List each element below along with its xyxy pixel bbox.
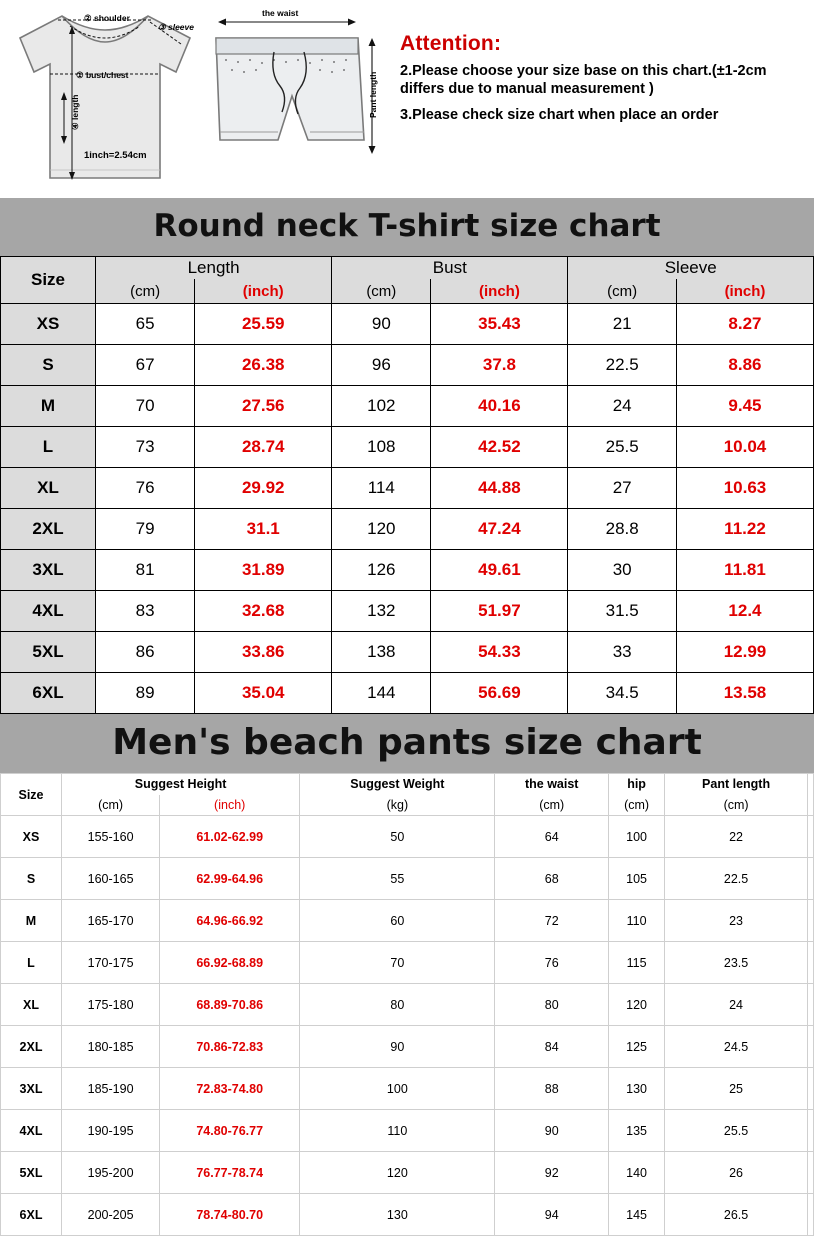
shirt-unit-bust-inch: (inch) bbox=[431, 279, 568, 304]
cell-spacer bbox=[807, 858, 813, 900]
pants-unit-waist-cm: (cm) bbox=[495, 795, 608, 816]
cell: 23 bbox=[665, 900, 808, 942]
cell: 31.5 bbox=[568, 591, 677, 632]
cell: 62.99-64.96 bbox=[160, 858, 300, 900]
pants-size-l: L bbox=[1, 942, 62, 984]
cell: 110 bbox=[300, 1110, 495, 1152]
cell: 24 bbox=[568, 386, 677, 427]
shirt-unit-sleeve-cm: (cm) bbox=[568, 279, 677, 304]
cell: 70 bbox=[300, 942, 495, 984]
cell: 125 bbox=[608, 1026, 664, 1068]
cell: 79 bbox=[96, 509, 195, 550]
cell: 8.27 bbox=[676, 304, 813, 345]
cell: 34.5 bbox=[568, 673, 677, 714]
pants-unit-length-cm: (cm) bbox=[665, 795, 808, 816]
cell: 89 bbox=[96, 673, 195, 714]
table-row bbox=[1, 1026, 814, 1068]
cell-spacer bbox=[807, 942, 813, 984]
cell: 68.89-70.86 bbox=[160, 984, 300, 1026]
cell: 9.45 bbox=[676, 386, 813, 427]
cell: 110 bbox=[608, 900, 664, 942]
attention-title: Attention: bbox=[400, 32, 502, 55]
table-row bbox=[1, 591, 814, 632]
cell-spacer bbox=[807, 1152, 813, 1194]
table-row bbox=[1, 1110, 814, 1152]
cell-spacer bbox=[807, 900, 813, 942]
cell: 12.99 bbox=[676, 632, 813, 673]
pants-unit-height-cm: (cm) bbox=[62, 795, 160, 816]
pants-size-2xl: 2XL bbox=[1, 1026, 62, 1068]
cell: 32.68 bbox=[195, 591, 332, 632]
table-row bbox=[1, 1152, 814, 1194]
cell: 56.69 bbox=[431, 673, 568, 714]
cell: 8.86 bbox=[676, 345, 813, 386]
cell: 76.77-78.74 bbox=[160, 1152, 300, 1194]
cell: 25.5 bbox=[568, 427, 677, 468]
cell-spacer bbox=[807, 984, 813, 1026]
cell: 12.4 bbox=[676, 591, 813, 632]
pants-unit-row bbox=[1, 795, 814, 816]
pants-header-pant-length: Pant length bbox=[665, 774, 808, 795]
cell: 50 bbox=[300, 816, 495, 858]
shirt-size-2xl: 2XL bbox=[1, 509, 96, 550]
cell: 138 bbox=[332, 632, 431, 673]
cell: 28.8 bbox=[568, 509, 677, 550]
pants-size-6xl: 6XL bbox=[1, 1194, 62, 1236]
cell: 81 bbox=[96, 550, 195, 591]
shirt-size-5xl: 5XL bbox=[1, 632, 96, 673]
shirt-size-l: L bbox=[1, 427, 96, 468]
diagram-and-attention-area bbox=[0, 0, 814, 198]
pants-size-s: S bbox=[1, 858, 62, 900]
table-row bbox=[1, 673, 814, 714]
cell: 105 bbox=[608, 858, 664, 900]
pants-chart-title-band bbox=[0, 714, 814, 773]
pants-unit-height-inch: (inch) bbox=[160, 795, 300, 816]
cell: 23.5 bbox=[665, 942, 808, 984]
cell: 27.56 bbox=[195, 386, 332, 427]
cell: 47.24 bbox=[431, 509, 568, 550]
cell: 114 bbox=[332, 468, 431, 509]
pants-size-m: M bbox=[1, 900, 62, 942]
cell-spacer bbox=[807, 1068, 813, 1110]
pants-header-size: Size bbox=[1, 774, 62, 816]
table-row bbox=[1, 304, 814, 345]
cell: 35.04 bbox=[195, 673, 332, 714]
cell: 25.59 bbox=[195, 304, 332, 345]
pants-label-waist: the waist bbox=[262, 8, 299, 18]
cell: 26.38 bbox=[195, 345, 332, 386]
table-row bbox=[1, 468, 814, 509]
cell: 170-175 bbox=[62, 942, 160, 984]
pants-header-spacer bbox=[807, 774, 813, 816]
cell: 92 bbox=[495, 1152, 608, 1194]
cell: 31.89 bbox=[195, 550, 332, 591]
cell: 26 bbox=[665, 1152, 808, 1194]
table-row bbox=[1, 900, 814, 942]
cell: 200-205 bbox=[62, 1194, 160, 1236]
cell: 61.02-62.99 bbox=[160, 816, 300, 858]
cell: 78.74-80.70 bbox=[160, 1194, 300, 1236]
cell: 24 bbox=[665, 984, 808, 1026]
cell: 31.1 bbox=[195, 509, 332, 550]
shirt-header-bust: Bust bbox=[332, 257, 568, 280]
cell: 35.43 bbox=[431, 304, 568, 345]
shirt-unit-sleeve-inch: (inch) bbox=[676, 279, 813, 304]
pants-size-xs: XS bbox=[1, 816, 62, 858]
table-row bbox=[1, 427, 814, 468]
table-row bbox=[1, 509, 814, 550]
cell: 26.5 bbox=[665, 1194, 808, 1236]
cell: 90 bbox=[332, 304, 431, 345]
table-row bbox=[1, 816, 814, 858]
pants-header-hip: hip bbox=[608, 774, 664, 795]
pants-size-4xl: 4XL bbox=[1, 1110, 62, 1152]
cell: 72 bbox=[495, 900, 608, 942]
cell: 94 bbox=[495, 1194, 608, 1236]
cell: 11.81 bbox=[676, 550, 813, 591]
cell: 135 bbox=[608, 1110, 664, 1152]
cell: 33 bbox=[568, 632, 677, 673]
cell: 180-185 bbox=[62, 1026, 160, 1068]
cell: 120 bbox=[332, 509, 431, 550]
tee-label-conversion: 1inch=2.54cm bbox=[84, 150, 147, 161]
cell: 72.83-74.80 bbox=[160, 1068, 300, 1110]
cell: 96 bbox=[332, 345, 431, 386]
table-row bbox=[1, 858, 814, 900]
tee-label-sleeve: ③ sleeve bbox=[158, 22, 194, 32]
shirt-unit-bust-cm: (cm) bbox=[332, 279, 431, 304]
cell: 33.86 bbox=[195, 632, 332, 673]
table-row bbox=[1, 386, 814, 427]
cell: 55 bbox=[300, 858, 495, 900]
table-row bbox=[1, 345, 814, 386]
cell: 126 bbox=[332, 550, 431, 591]
cell: 80 bbox=[495, 984, 608, 1026]
shirt-size-3xl: 3XL bbox=[1, 550, 96, 591]
shirt-header-length: Length bbox=[96, 257, 332, 280]
tshirt-size-table bbox=[0, 256, 814, 714]
cell: 90 bbox=[300, 1026, 495, 1068]
shirt-header-sleeve: Sleeve bbox=[568, 257, 814, 280]
cell: 190-195 bbox=[62, 1110, 160, 1152]
shirt-size-s: S bbox=[1, 345, 96, 386]
shirt-header-size: Size bbox=[1, 257, 96, 304]
cell: 64 bbox=[495, 816, 608, 858]
cell: 65 bbox=[96, 304, 195, 345]
cell: 10.63 bbox=[676, 468, 813, 509]
cell: 73 bbox=[96, 427, 195, 468]
cell: 115 bbox=[608, 942, 664, 984]
cell: 27 bbox=[568, 468, 677, 509]
cell: 76 bbox=[495, 942, 608, 984]
cell: 100 bbox=[608, 816, 664, 858]
cell: 90 bbox=[495, 1110, 608, 1152]
cell: 11.22 bbox=[676, 509, 813, 550]
pants-header-waist: the waist bbox=[495, 774, 608, 795]
attention-block bbox=[390, 0, 800, 132]
table-row bbox=[1, 1194, 814, 1236]
shirt-unit-length-cm: (cm) bbox=[96, 279, 195, 304]
cell: 67 bbox=[96, 345, 195, 386]
shirt-size-6xl: 6XL bbox=[1, 673, 96, 714]
pants-unit-weight-kg: (kg) bbox=[300, 795, 495, 816]
table-row bbox=[1, 550, 814, 591]
cell: 80 bbox=[300, 984, 495, 1026]
pants-unit-hip-cm: (cm) bbox=[608, 795, 664, 816]
cell: 42.52 bbox=[431, 427, 568, 468]
cell-spacer bbox=[807, 1026, 813, 1068]
pants-chart-title: Men's beach pants size chart bbox=[112, 722, 702, 763]
cell: 66.92-68.89 bbox=[160, 942, 300, 984]
cell: 145 bbox=[608, 1194, 664, 1236]
cell: 10.04 bbox=[676, 427, 813, 468]
shirt-size-m: M bbox=[1, 386, 96, 427]
cell: 64.96-66.92 bbox=[160, 900, 300, 942]
cell: 29.92 bbox=[195, 468, 332, 509]
tee-label-bust: ① bust/chest bbox=[76, 70, 129, 80]
cell: 37.8 bbox=[431, 345, 568, 386]
pants-header-weight: Suggest Weight bbox=[300, 774, 495, 795]
tshirt-measurement-diagram bbox=[0, 0, 200, 198]
cell: 84 bbox=[495, 1026, 608, 1068]
cell: 74.80-76.77 bbox=[160, 1110, 300, 1152]
table-row bbox=[1, 632, 814, 673]
cell: 160-165 bbox=[62, 858, 160, 900]
pants-header-height: Suggest Height bbox=[62, 774, 300, 795]
pants-header-row bbox=[1, 774, 814, 795]
cell: 185-190 bbox=[62, 1068, 160, 1110]
cell: 102 bbox=[332, 386, 431, 427]
cell: 60 bbox=[300, 900, 495, 942]
table-row bbox=[1, 942, 814, 984]
pants-measurement-diagram bbox=[200, 0, 390, 198]
cell: 22 bbox=[665, 816, 808, 858]
attention-line-2: 2.Please choose your size base on this chart.(±1-2cm differs due to manual measurement ) bbox=[400, 63, 767, 98]
cell: 22.5 bbox=[568, 345, 677, 386]
cell: 165-170 bbox=[62, 900, 160, 942]
cell-spacer bbox=[807, 1194, 813, 1236]
cell: 108 bbox=[332, 427, 431, 468]
cell: 120 bbox=[300, 1152, 495, 1194]
pants-label-pant-length: Pant length bbox=[368, 71, 378, 118]
cell: 144 bbox=[332, 673, 431, 714]
shorts-icon bbox=[200, 0, 390, 198]
cell: 132 bbox=[332, 591, 431, 632]
cell: 44.88 bbox=[431, 468, 568, 509]
table-row bbox=[1, 1068, 814, 1110]
cell: 88 bbox=[495, 1068, 608, 1110]
cell-spacer bbox=[807, 816, 813, 858]
cell: 68 bbox=[495, 858, 608, 900]
cell-spacer bbox=[807, 1110, 813, 1152]
pants-size-5xl: 5XL bbox=[1, 1152, 62, 1194]
pants-size-xl: XL bbox=[1, 984, 62, 1026]
shirt-size-xs: XS bbox=[1, 304, 96, 345]
cell: 54.33 bbox=[431, 632, 568, 673]
cell: 100 bbox=[300, 1068, 495, 1110]
cell: 28.74 bbox=[195, 427, 332, 468]
pants-size-3xl: 3XL bbox=[1, 1068, 62, 1110]
cell: 49.61 bbox=[431, 550, 568, 591]
table-header-unit-row bbox=[1, 279, 814, 304]
cell: 195-200 bbox=[62, 1152, 160, 1194]
cell: 30 bbox=[568, 550, 677, 591]
cell: 40.16 bbox=[431, 386, 568, 427]
cell: 70 bbox=[96, 386, 195, 427]
shirt-size-4xl: 4XL bbox=[1, 591, 96, 632]
cell: 130 bbox=[608, 1068, 664, 1110]
cell: 120 bbox=[608, 984, 664, 1026]
cell: 70.86-72.83 bbox=[160, 1026, 300, 1068]
cell: 22.5 bbox=[665, 858, 808, 900]
cell: 76 bbox=[96, 468, 195, 509]
shirt-unit-length-inch: (inch) bbox=[195, 279, 332, 304]
shirt-size-xl: XL bbox=[1, 468, 96, 509]
cell: 51.97 bbox=[431, 591, 568, 632]
cell: 140 bbox=[608, 1152, 664, 1194]
shirt-chart-title: Round neck T-shirt size chart bbox=[153, 208, 661, 244]
tee-label-length: ④ length bbox=[70, 94, 80, 130]
shirt-chart-title-band bbox=[0, 198, 814, 256]
cell: 21 bbox=[568, 304, 677, 345]
attention-line-3: 3.Please check size chart when place an order bbox=[400, 107, 719, 124]
cell: 24.5 bbox=[665, 1026, 808, 1068]
cell: 175-180 bbox=[62, 984, 160, 1026]
cell: 130 bbox=[300, 1194, 495, 1236]
table-header-group-row bbox=[1, 257, 814, 280]
cell: 25 bbox=[665, 1068, 808, 1110]
table-row bbox=[1, 984, 814, 1026]
cell: 83 bbox=[96, 591, 195, 632]
cell: 13.58 bbox=[676, 673, 813, 714]
cell: 86 bbox=[96, 632, 195, 673]
pants-size-table bbox=[0, 773, 814, 1236]
cell: 155-160 bbox=[62, 816, 160, 858]
cell: 25.5 bbox=[665, 1110, 808, 1152]
tee-label-shoulder: ② shoulder bbox=[84, 13, 130, 23]
